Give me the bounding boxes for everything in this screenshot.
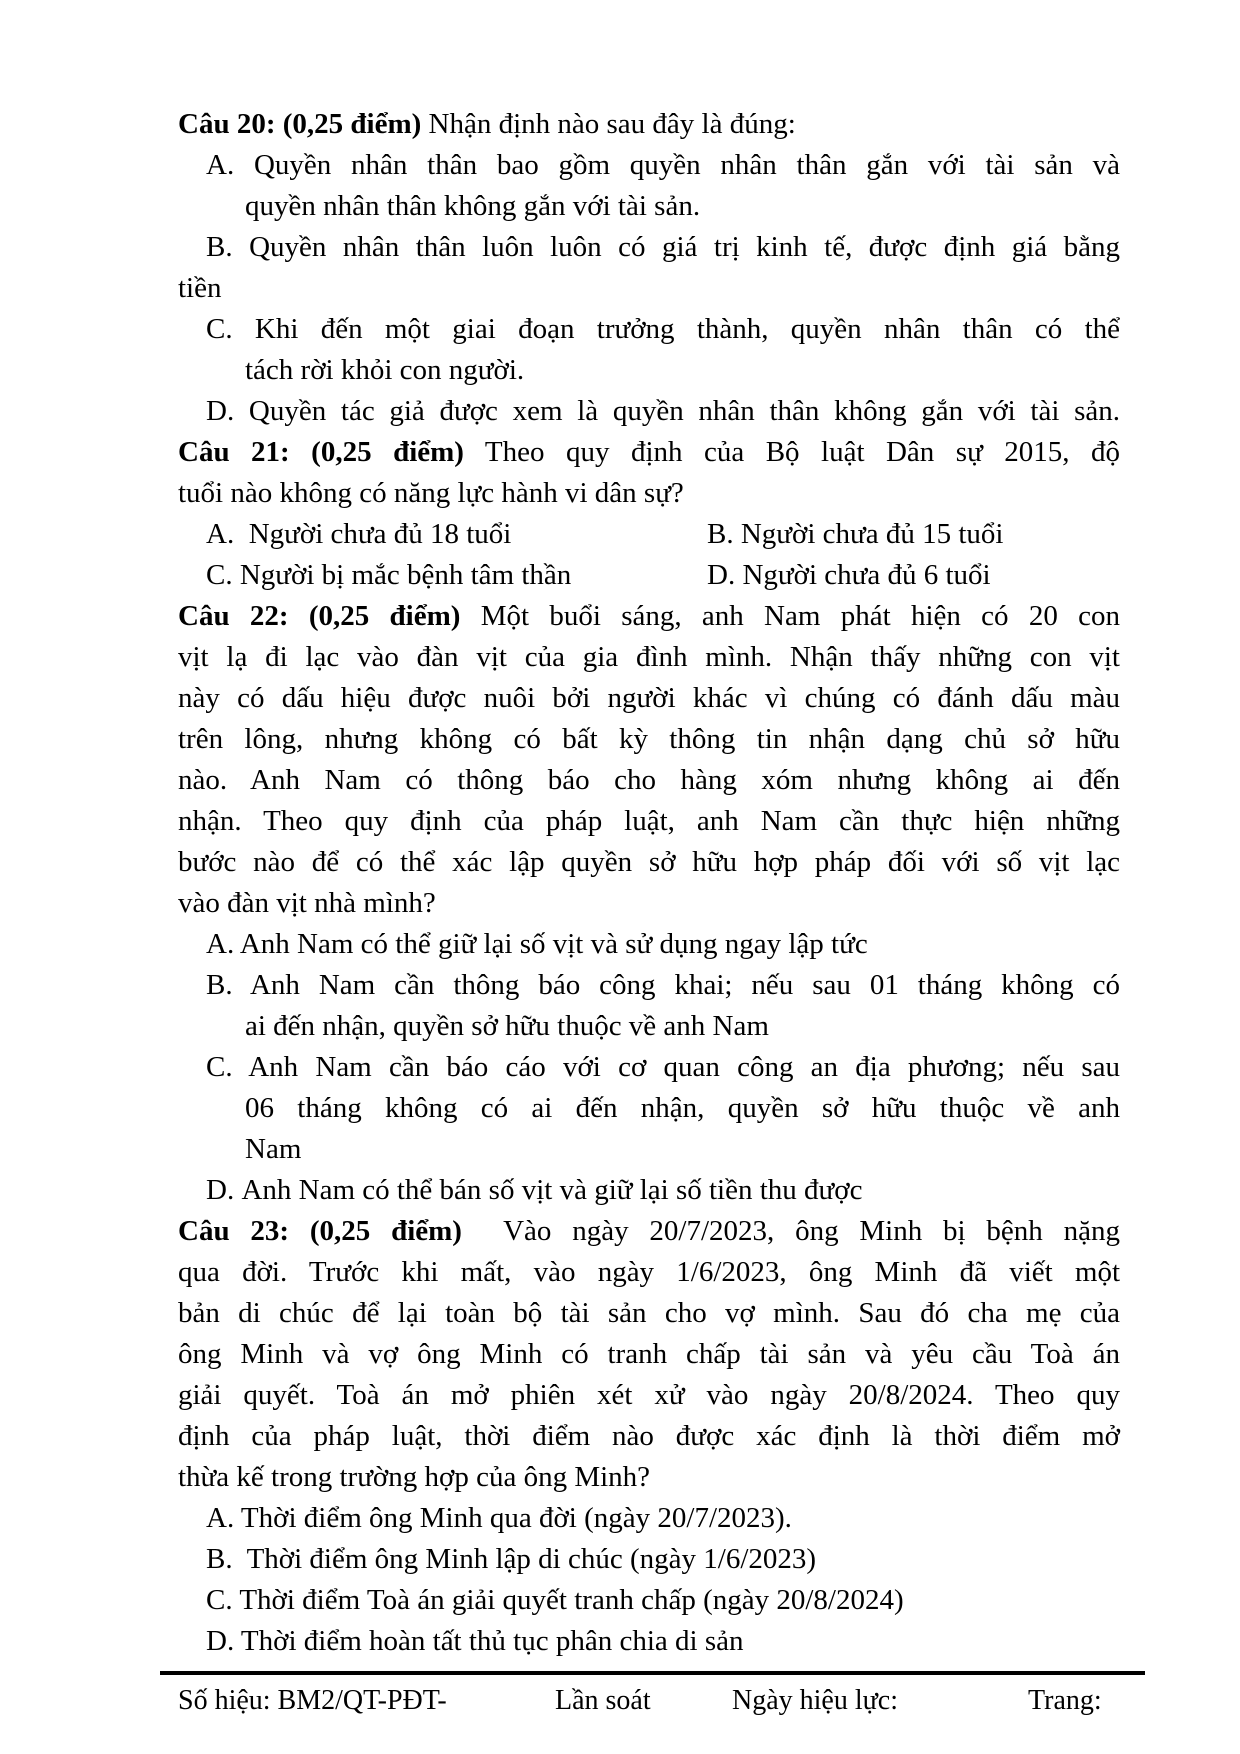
line-text: D. Thời điểm hoàn tất thủ tục phân chia di sản bbox=[206, 1625, 744, 1657]
q23-body-2 bbox=[178, 1252, 1120, 1293]
q23-body-7 bbox=[178, 1457, 1120, 1498]
footer-divider-rule bbox=[160, 1671, 1145, 1675]
question-number-label: Câu 23: (0,25 điểm) bbox=[178, 1215, 462, 1247]
line-text: A. Người chưa đủ 18 tuổi bbox=[206, 518, 512, 550]
q20-option-a bbox=[206, 145, 1120, 186]
line-text: ông Minh và vợ ông Minh có tranh chấp tài sản và yêu cầu Toà án bbox=[178, 1338, 1120, 1370]
q22-header bbox=[178, 596, 1120, 637]
q20-option-d bbox=[206, 391, 1120, 432]
q22-option-a bbox=[206, 924, 1120, 965]
q23-option-b bbox=[206, 1539, 1120, 1580]
q21-options-ab bbox=[206, 514, 1120, 555]
q22-option-d bbox=[206, 1170, 1120, 1211]
line-text: A. Thời điểm ông Minh qua đời (ngày 20/7/2023). bbox=[206, 1502, 792, 1534]
line-text: tiền bbox=[178, 272, 222, 304]
line-text: Một buổi sáng, anh Nam phát hiện có 20 con bbox=[460, 600, 1121, 632]
footer-doc-number: Số hiệu: BM2/QT-PĐT- bbox=[178, 1685, 447, 1716]
line-text: C. Người bị mắc bệnh tâm thần bbox=[206, 559, 572, 591]
right-column-text: B. Người chưa đủ 15 tuổi bbox=[707, 518, 1004, 550]
line-text: qua đời. Trước khi mất, vào ngày 1/6/2023, ông Minh đã viết một bbox=[178, 1256, 1120, 1288]
q22-body-7 bbox=[178, 842, 1120, 883]
line-text: định của pháp luật, thời điểm nào được xác định là thời điểm mở bbox=[178, 1420, 1120, 1452]
line-text: vào đàn vịt nhà mình? bbox=[178, 887, 436, 919]
line-text: A. Anh Nam có thể giữ lại số vịt và sử dụng ngay lập tức bbox=[206, 928, 868, 960]
line-text: này có dấu hiệu được nuôi bởi người khác vì chúng có đánh dấu màu bbox=[178, 682, 1120, 714]
line-text: nhận. Theo quy định của pháp luật, anh Nam cần thực hiện những bbox=[178, 805, 1120, 837]
line-text: A. Quyền nhân thân bao gồm quyền nhân thân gắn với tài sản và bbox=[206, 149, 1120, 181]
q22-option-b bbox=[206, 965, 1120, 1006]
q23-body-6 bbox=[178, 1416, 1120, 1457]
line-text: bản di chúc để lại toàn bộ tài sản cho vợ mình. Sau đó cha mẹ của bbox=[178, 1297, 1120, 1329]
line-text: ai đến nhận, quyền sở hữu thuộc về anh Nam bbox=[245, 1010, 769, 1042]
line-text: B. Thời điểm ông Minh lập di chúc (ngày 1/6/2023) bbox=[206, 1543, 817, 1575]
line-text: tuổi nào không có năng lực hành vi dân sự? bbox=[178, 477, 684, 509]
line-text: Vào ngày 20/7/2023, ông Minh bị bệnh nặng bbox=[461, 1215, 1120, 1247]
line-text: nào. Anh Nam có thông báo cho hàng xóm nhưng không ai đến bbox=[178, 764, 1120, 796]
line-text: C. Khi đến một giai đoạn trưởng thành, quyền nhân thân có thể bbox=[206, 313, 1120, 345]
line-text: thừa kế trong trường hợp của ông Minh? bbox=[178, 1461, 651, 1493]
line-text: D. Quyền tác giả được xem là quyền nhân thân không gắn với tài sản. bbox=[206, 395, 1120, 427]
q23-body-4 bbox=[178, 1334, 1120, 1375]
question-number-label: Câu 22: (0,25 điểm) bbox=[178, 600, 461, 632]
line-text: giải quyết. Toà án mở phiên xét xử vào ngày 20/8/2024. Theo quy bbox=[178, 1379, 1120, 1411]
line-text: C. Anh Nam cần báo cáo với cơ quan công an địa phương; nếu sau bbox=[206, 1051, 1120, 1083]
right-column-text: D. Người chưa đủ 6 tuổi bbox=[707, 559, 991, 591]
q22-option-c-cont-1 bbox=[245, 1088, 1120, 1129]
q23-option-a bbox=[206, 1498, 1120, 1539]
q22-option-c bbox=[206, 1047, 1120, 1088]
line-text: Nhận định nào sau đây là đúng: bbox=[421, 108, 796, 140]
q22-option-c-cont-2 bbox=[245, 1129, 1120, 1170]
document-body bbox=[178, 104, 1120, 1662]
q22-body-5 bbox=[178, 760, 1120, 801]
q20-option-b bbox=[206, 227, 1120, 268]
q23-option-d bbox=[206, 1621, 1120, 1662]
footer-page: Trang: bbox=[1028, 1685, 1102, 1716]
q22-body-3 bbox=[178, 678, 1120, 719]
q20-option-c bbox=[206, 309, 1120, 350]
q21-options-cd bbox=[206, 555, 1120, 596]
line-text: 06 tháng không có ai đến nhận, quyền sở hữu thuộc về anh bbox=[245, 1092, 1120, 1124]
q21-header-cont bbox=[178, 473, 1120, 514]
q23-option-c bbox=[206, 1580, 1120, 1621]
line-text: D. Anh Nam có thể bán số vịt và giữ lại số tiền thu được bbox=[206, 1174, 863, 1206]
line-text: C. Thời điểm Toà án giải quyết tranh chấp (ngày 20/8/2024) bbox=[206, 1584, 904, 1616]
q22-option-b-cont bbox=[245, 1006, 1120, 1047]
q22-body-8 bbox=[178, 883, 1120, 924]
q22-body-4 bbox=[178, 719, 1120, 760]
footer-effective-date: Ngày hiệu lực: bbox=[732, 1685, 899, 1716]
q23-body-5 bbox=[178, 1375, 1120, 1416]
line-text: trên lông, nhưng không có bất kỳ thông tin nhận dạng chủ sở hữu bbox=[178, 723, 1120, 755]
line-text: quyền nhân thân không gắn với tài sản. bbox=[245, 190, 701, 222]
q20-option-b-cont bbox=[178, 268, 1120, 309]
line-text: tách rời khỏi con người. bbox=[245, 354, 525, 386]
q20-header bbox=[178, 104, 1120, 145]
q23-body-3 bbox=[178, 1293, 1120, 1334]
q20-option-c-cont bbox=[245, 350, 1120, 391]
q20-option-a-cont bbox=[245, 186, 1120, 227]
question-number-label: Câu 20: (0,25 điểm) bbox=[178, 108, 422, 140]
question-number-label: Câu 21: (0,25 điểm) bbox=[178, 436, 464, 468]
q23-header bbox=[178, 1211, 1120, 1252]
q22-body-2 bbox=[178, 637, 1120, 678]
q22-body-6 bbox=[178, 801, 1120, 842]
line-text: vịt lạ đi lạc vào đàn vịt của gia đình mình. Nhận thấy những con vịt bbox=[178, 641, 1120, 673]
line-text: Nam bbox=[245, 1133, 302, 1165]
line-text: Theo quy định của Bộ luật Dân sự 2015, độ bbox=[463, 436, 1120, 468]
line-text: B. Quyền nhân thân luôn luôn có giá trị kinh tế, được định giá bằng bbox=[206, 231, 1120, 263]
q21-header bbox=[178, 432, 1120, 473]
line-text: bước nào để có thể xác lập quyền sở hữu hợp pháp đối với số vịt lạc bbox=[178, 846, 1120, 878]
footer-revision: Lần soát bbox=[555, 1685, 651, 1716]
line-text: B. Anh Nam cần thông báo công khai; nếu sau 01 tháng không có bbox=[206, 969, 1120, 1001]
